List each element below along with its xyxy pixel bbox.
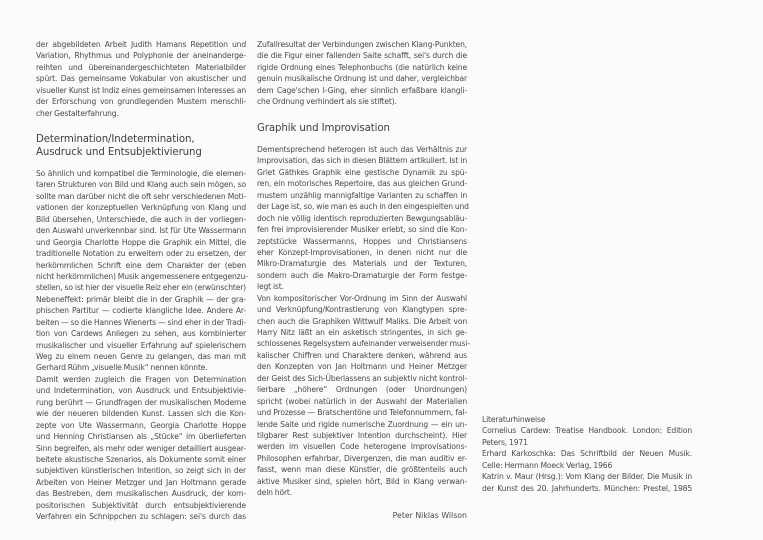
text-line: Arbeiten von Heiner Metzger und Jan Holtmann gerade [36,477,246,487]
section-graphik-improvisation [257,122,470,521]
text-line: Bild übersehen, Unterschiede, die auch in der vorliegen- [36,214,246,224]
text-line: traditionelle Notation zu erweitern oder zu ersetzen, der [36,249,246,259]
text-line: Zufallresultat der Verbindungen zwischen Klang-Punkten, [257,40,467,49]
text-line: rung berührt — Grundfragen der musikalischen Moderne [36,397,246,407]
text-line: aktive Musiker sind, spielen hört, Bild in Klang verwan- [257,476,467,486]
text-line: zeptstücke Wassermanns, Hoppes und Christiansens [257,236,467,246]
text-line: legt ist. [257,282,284,292]
text-line: und Georgia Charlotte Hoppe die Graphik ein Mittel, die [36,237,246,247]
text-line: Sinn begreifen, als mehr oder weniger detailliert ausgear- [36,443,246,453]
text-line: cher Gestalterfahrung. [36,108,119,118]
text-line: das Bestreben, dem musikalischen Ausdruck, der kom- [36,489,246,499]
text-line: deln hört. [257,488,293,498]
text-line: chen auch die Graphiken Wittwulf Maliks. Die Arbeit von [257,316,467,326]
text-line: werden im visuellen Code heterogene Improvisations- [257,442,467,452]
text-line: Improvisation, das sich in diesen Blättern artikuliert. Ist in [257,156,467,166]
text-line: subjektiven künstlerischen Intention, so zeigt sich in der [36,466,246,476]
text-line: stellen, so ist hier der visuelle Reiz eher ein (erwünschter) [36,283,246,293]
text-line: sondern auch die Makro-Dramaturgie der Form festge- [257,270,467,280]
text-line: Gerhard Rühm „visuelle Musik“ nennen könnte. [36,363,208,373]
reference-line: Katrin v. Maur (Hrsg.): Vom Klang der Bilder. Die Musik in [482,472,692,482]
references [482,414,692,494]
section-heading: Ausdruck und Entsubjektivierung [36,147,202,158]
text-line: lende Saite und rigide numerische Zuordnung — ein un- [257,419,467,429]
text-line: positorischen Subjektivität durch entsubjektivierende [36,500,246,510]
text-line: Weg zu einem neuen Genre zu gelangen, das man mit [36,352,246,361]
text-line: fasst, wenn man diese Künstler, die größtenteils auch [257,465,467,475]
section-determination [36,133,246,523]
text-line: den Auswahl unverkennbar sind. Ist für Ute Wassermann [36,226,246,236]
text-line: und Prozesse — Bratschentöne und Telefonnummern, fal- [257,408,467,418]
text-line: ren, ein motorisches Repertoire, das aus gleichen Grund- [257,179,467,189]
text-line: beiten — so die Hannes Wienerts — sind eher in der Tradi- [36,317,246,327]
text-line: lierbare „höhere“ Ordnungen (oder Unordnungen) [257,385,467,395]
text-line: Von kompositorischer Vor-Ordnung im Sinn der Auswahl [257,293,467,303]
text-line: und Indetermination, von Ausdruck und Entsubjektivie- [36,386,246,396]
section-heading: Determination/Indetermination, [36,134,195,145]
reference-line: Peters, 1971 [482,437,528,447]
text-line: und Verknüpfung/Kontrastierung von Klangtypen spre- [257,305,467,315]
text-line: che Ordnung verhindert als sie stiftet). [257,97,397,107]
text-line: mustern unzählig mannigfaltige Varianten zu schaffen in [257,190,467,200]
text-line: taren Strukturen von Bild und Klang auch sein mögen, so [36,180,246,190]
text-line: phischen Partitur — codierte klangliche Idee. Andere Ar- [36,306,246,316]
text-line: die die Figur einer fallenden Saite schafft, sei's durch die [257,51,467,61]
text-line: spricht (wobei natürlich in der Auswahl der Materialien [257,396,467,406]
text-line: musikalischer und visueller Erfahrung auf spielerischem [36,340,246,350]
text-line: Mikro-Dramaturgie des Materials und der Texturen, [257,259,467,269]
text-line: nicht herkömmlichen) Musik angemessenere entgegenzu- [36,271,248,281]
text-line: Philosophen erfahrbar, Divergenzen, die man auditiv er- [257,453,467,463]
reference-line: Erhard Karkoschka: Das Schriftbild der Neuen Musik. [482,449,692,459]
text-line: kalischer Chiffren und Charaktere denken, während aus [257,350,467,360]
text-line: visueller Kunst ist Indiz eines gemeinsamen Interesses an [36,85,246,95]
text-line: vationen der konzeptuellen Verknüpfung von Klang und [36,203,246,213]
text-line: herkömmlichen Schrift eine dem Charakter der (eben [36,260,246,270]
text-line: der Erforschung von grundlegenden Mustern menschli- [36,97,246,107]
reference-line: Cornelius Cardew: Treatise Handbook. London: Edition [482,426,692,436]
text-line: doch nie völlig identisch reproduzierten Bewgungsabläu- [257,213,467,223]
text-line: tion von Cardews Anliegen zu sehen, aus kombinierter [36,329,246,339]
section-heading: Graphik und Improvisation [257,123,390,134]
text-line: Dementsprechend heterogen ist auch das Verhältnis zur [257,145,467,154]
text-line: Variation, Rhythmus und Polyphonie der aneinanderge- [36,51,246,61]
text-line: den Konzepten von Jan Holtmann und Heiner Metzger [257,362,467,372]
text-line: der Geist des Sich-Überlassens an subjektiv nicht kontrol- [257,373,467,383]
text-line: zepte von Ute Wassermann, Georgia Charlotte Hoppe [36,420,246,430]
text-line: fen frei improvisierender Musiker erlebt, so sind die Kon- [257,225,467,235]
column-2-intro [257,39,467,108]
text-line: schlossenes Regelsystem aufeinander verweisender musi- [257,339,470,349]
text-line: der abgebildeten Arbeit Judith Hamans Repetition und [36,40,246,49]
column-1-intro [36,39,246,119]
text-line: Damit werden zugleich die Fragen von Determination [36,374,246,384]
text-line: So ähnlich und kompatibel die Terminologie, die elemen- [36,169,246,178]
reference-line: Celle: Hermann Moeck Verlag, 1966 [482,460,613,470]
text-line: Griet Gäthkes Graphik eine gestische Dynamik zu spü- [257,167,467,177]
text-line: eher Konzept-Improvisationen, in denen nicht nur die [257,247,467,257]
text-line: dem Cage'schen I-Ging, eher sinnlich erfaßbare klangli- [257,85,467,95]
text-line: und Henning Christiansen als „Stücke“ im überlieferten [36,432,246,442]
text-line: sollte man darüber nicht die oft sehr verschiedenen Moti- [36,191,246,201]
text-line: Nebeneffekt: primär bleibt die in der Graphik — der gra- [36,294,246,304]
text-line: der Lage ist, so, wie man es auch in den eingespielten und [257,202,469,212]
text-line: rigide Ordnung eines Telephonbuchs (die natürlich keine [257,62,467,72]
text-line: spürt. Das gemeinsame Vokabular von akustischer und [36,74,246,84]
text-line: wie der neueren bildenden Kunst. Lassen sich die Kon- [36,409,246,419]
text-line: Harry Nitz läßt an ein asketisch stringentes, in sich ge- [257,328,467,337]
author-signature: Peter Niklas Wilson [392,510,467,520]
text-line: beitete akustische Szenarios, als Dokumente somit einer [36,454,246,464]
reference-line: der Kunst des 20. Jahrhunderts. München: Prestel, 1985 [482,483,692,493]
text-line: tilgbarer Rest subjektiver Intention durchscheint). Hier [257,430,467,440]
text-line: Verfahren ein Schnippchen zu schlagen: sei's durch das [36,512,246,522]
references-heading: Literaturhinweise [482,415,546,424]
text-line: reihten und übereinandergeschichteten Materialbilder [36,62,246,72]
text-line: genuin musikalische Ordnung ist und daher, vergleichbar [257,74,467,84]
